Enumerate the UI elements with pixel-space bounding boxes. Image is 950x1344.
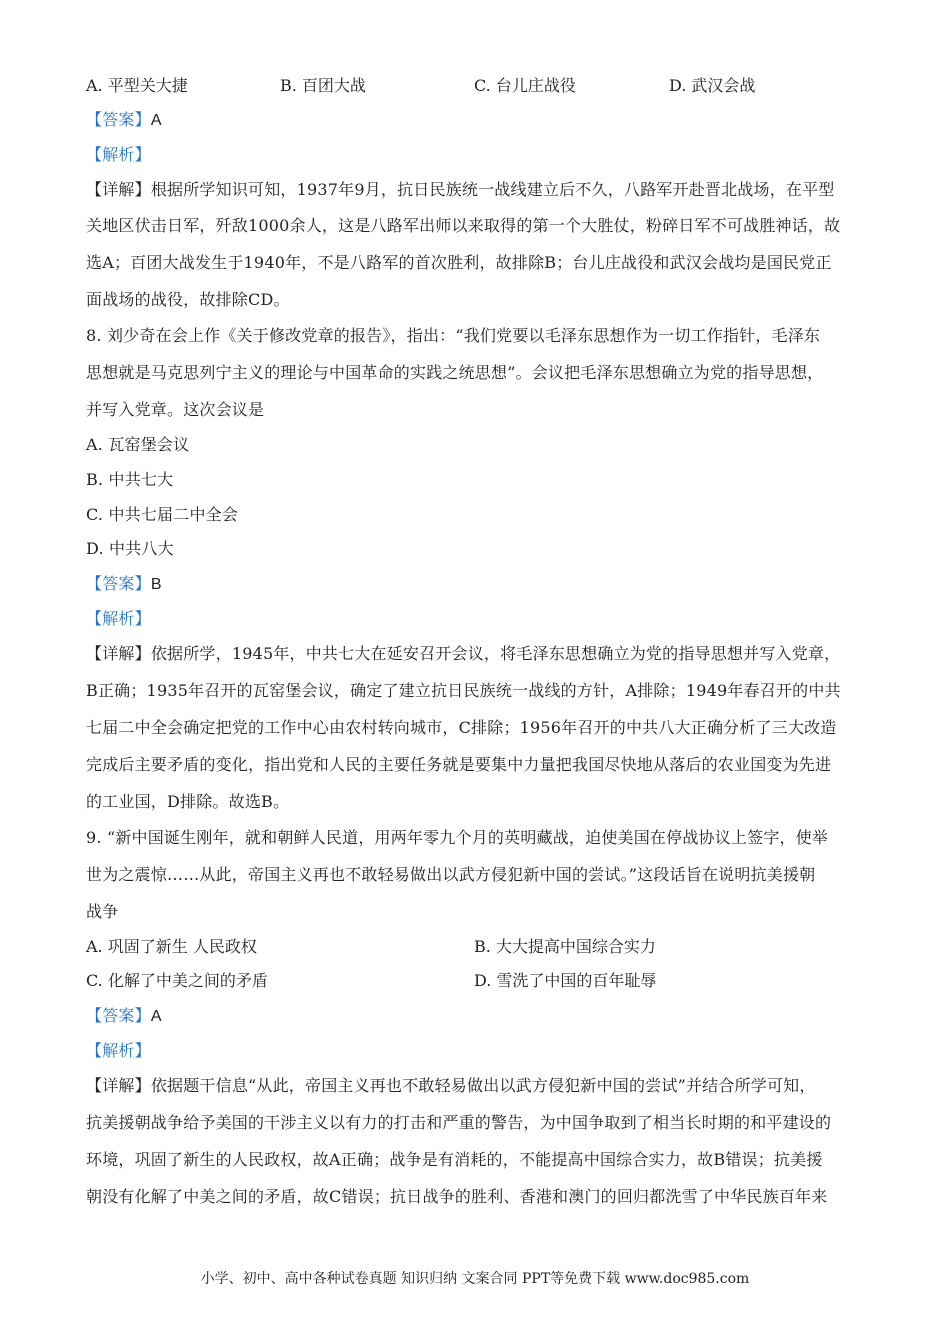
q8-stem-line-1: 8. 刘少奇在会上作《关于修改党章的报告》，指出：“我们党要以毛泽东思想作为一切工作指针，毛泽东 <box>86 326 821 345</box>
q7-detail-line-2: 关地区伏击日军，歼敌1000余人，这是八路军出师以来取得的第一个大胜仗，粉碎日军不可战胜神话，故 <box>86 216 841 235</box>
q8-detail-line-2: B正确；1935年召开的瓦窑堡会议，确定了建立抗日民族统一战线的方针，A排除；1949年春召开的中共 <box>86 681 841 700</box>
q7-analysis-tag: 【解析】 <box>86 145 151 164</box>
detail-tag: 【详解】 <box>86 644 151 663</box>
q9-option-c: C. 化解了中美之间的矛盾 <box>86 971 268 990</box>
q8-option-a: A. 瓦窑堡会议 <box>86 435 190 454</box>
q8-detail-line-3: 七届二中全会确定把党的工作中心由农村转向城市，C排除；1956年召开的中共八大正确分析了三大改造 <box>86 718 837 737</box>
q9-detail-line-2: 抗美援朝战争给予美国的干涉主义以有力的打击和严重的警告，为中国争取到了相当长时期的和平建设的 <box>86 1113 832 1132</box>
q7-answer <box>86 110 162 131</box>
detail-tag: 【详解】 <box>86 1076 151 1095</box>
q8-option-d: D. 中共八大 <box>86 539 174 558</box>
answer-tag: 【答案】 <box>86 574 151 593</box>
q8-option-b: B. 中共七大 <box>86 470 174 489</box>
q9-analysis-tag: 【解析】 <box>86 1041 151 1060</box>
q7-option-a: A. 平型关大捷 <box>86 76 188 95</box>
q9-option-b: B. 大大提高中国综合实力 <box>474 937 656 956</box>
detail-text: 依据所学，1945年，中共七大在延安召开会议，将毛泽东思想确立为党的指导思想并写入党章， <box>150 644 841 663</box>
answer-value: B <box>150 576 162 593</box>
q7-option-d: D. 武汉会战 <box>669 76 756 95</box>
q8-detail-line-1 <box>86 644 840 664</box>
q9-option-d: D. 雪洗了中国的百年耻辱 <box>474 971 657 990</box>
q8-detail-line-4: 完成后主要矛盾的变化，指出党和人民的主要任务就是要集中力量把我国尽快地从落后的农业国变为先进 <box>86 755 832 774</box>
q7-detail-line-1 <box>86 180 835 200</box>
q8-detail-line-5: 的工业国，D排除。故选B。 <box>86 792 290 811</box>
q7-detail-line-3: 选A；百团大战发生于1940年，不是八路军的首次胜利，故排除B；台儿庄战役和武汉会战均是国民党正 <box>86 253 832 272</box>
q7-detail-line-4: 面战场的战役，故排除CD。 <box>86 290 290 309</box>
detail-tag: 【详解】 <box>86 180 151 199</box>
q9-stem-line-3: 战争 <box>86 902 119 921</box>
q8-option-c: C. 中共七届二中全会 <box>86 505 239 524</box>
q8-stem-line-2: 思想就是马克思列宁主义的理论与中国革命的实践之统思想”。会议把毛泽东思想确立为党的指导思想， <box>86 363 824 382</box>
q9-option-a: A. 巩固了新生 人民政权 <box>86 937 257 956</box>
q8-stem-line-3: 并写入党章。这次会议是 <box>86 400 265 419</box>
q9-stem-line-1: 9. “新中国诞生刚年，就和朝鲜人民道，用两年零九个月的英明藏战，迫使美国在停战协议上签字，使举 <box>86 828 829 847</box>
q9-detail-line-3: 环境，巩固了新生的人民政权，故A正确；战争是有消耗的，不能提高中国综合实力，故B错误；抗美援 <box>86 1150 823 1169</box>
q7-option-c: C. 台儿庄战役 <box>474 76 576 95</box>
detail-text: 根据所学知识可知，1937年9月，抗日民族统一战线建立后不久，八路军开赴晋北战场，在平型 <box>150 180 835 199</box>
answer-tag: 【答案】 <box>86 1006 151 1025</box>
q8-answer <box>86 574 162 595</box>
q9-detail-line-4: 朝没有化解了中美之间的矛盾，故C错误；抗日战争的胜利、香港和澳门的回归都洗雪了中华民族百年来 <box>86 1187 828 1206</box>
q9-detail-line-1 <box>86 1076 816 1096</box>
q8-analysis-tag: 【解析】 <box>86 609 151 628</box>
answer-value: A <box>150 1008 162 1025</box>
answer-value: A <box>150 112 162 129</box>
q9-stem-line-2: 世为之震惊……从此，帝国主义再也不敢轻易做出以武方侵犯新中国的尝试。”这段话旨在说明抗美援朝 <box>86 865 816 884</box>
answer-tag: 【答案】 <box>86 110 151 129</box>
q7-option-b: B. 百团大战 <box>280 76 366 95</box>
detail-text: 依据题干信息“从此，帝国主义再也不敢轻易做出以武方侵犯新中国的尝试”并结合所学可知， <box>150 1076 816 1095</box>
q9-answer <box>86 1006 162 1027</box>
page-footer: 小学、初中、高中各种试卷真题 知识归纳 文案合同 PPT等免费下载 www.doc985.com <box>200 1271 750 1287</box>
